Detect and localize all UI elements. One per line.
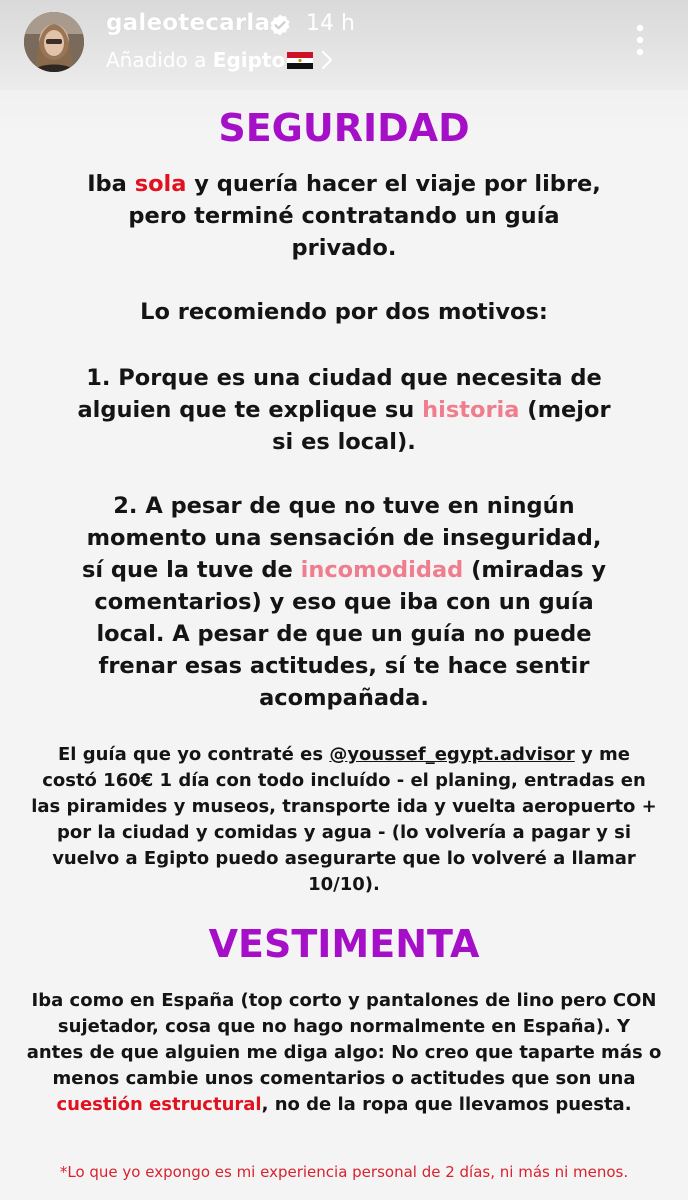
clothing-paragraph <box>20 988 668 1118</box>
guide-handle-link[interactable]: @youssef_egypt.advisor <box>329 744 575 765</box>
more-options-icon[interactable] <box>630 22 650 58</box>
reason-2-line-2: momento una sensación de inseguridad, <box>86 525 602 551</box>
clothing-line-3: antes de que alguien me diga algo: No creo que taparte más o <box>26 1042 662 1063</box>
reason-1 <box>40 362 648 458</box>
section-title-clothing: VESTIMENTA <box>208 922 480 966</box>
clothing-line-1: Iba como en España (top corto y pantalones de lino pero CON <box>31 990 657 1011</box>
recommend-heading: Lo recomiendo por dos motivos: <box>140 299 548 325</box>
reason-text: alguien que te explique su <box>77 397 423 423</box>
reason-2 <box>40 490 648 714</box>
security-intro <box>40 168 648 264</box>
reason-2-line-5: local. A pesar de que un guía no puede <box>96 621 592 647</box>
reason-1-line-2 <box>40 394 648 426</box>
reason-text: (miradas y <box>463 557 606 583</box>
avatar[interactable] <box>24 12 84 72</box>
guide-text: El guía que yo contraté es <box>58 744 330 765</box>
footnote: *Lo que yo expongo es mi experiencia personal de 2 días, ni más ni menos. <box>59 1163 629 1181</box>
reason-2-line-3 <box>40 554 648 586</box>
story-header <box>0 0 688 90</box>
location-name[interactable]: Egipto <box>212 48 286 72</box>
highlight-sola: sola <box>134 171 187 197</box>
egypt-flag-icon <box>287 52 313 69</box>
reason-text: sí que la tuve de <box>81 557 301 583</box>
intro-text: Iba <box>87 171 135 197</box>
reason-2-line-7: acompañada. <box>259 685 429 711</box>
guide-text: y me <box>574 744 630 765</box>
added-to-highlight[interactable] <box>106 48 313 72</box>
guide-line-6: 10/10). <box>308 874 380 895</box>
reason-text: (mejor <box>519 397 611 423</box>
intro-line-3: privado. <box>291 235 397 261</box>
highlight-historia: historia <box>422 397 520 423</box>
reason-2-line-6: frenar esas actitudes, sí te hace sentir <box>98 653 590 679</box>
highlight-incomodidad: incomodidad <box>300 557 464 583</box>
guide-line-3: las piramides y museos, transporte ida y vuelta aeropuerto + <box>31 796 657 817</box>
guide-paragraph <box>26 742 662 898</box>
chevron-right-icon[interactable] <box>320 49 334 71</box>
clothing-line-5 <box>20 1092 668 1118</box>
clothing-line-4: menos cambie unos comentarios o actitudes que son una <box>52 1068 636 1089</box>
intro-line-1 <box>40 168 648 200</box>
guide-line-2: costó 160€ 1 día con todo incluído - el planing, entradas en <box>42 770 646 791</box>
highlight-cuestion-estructural: cuestión estructural <box>56 1094 262 1115</box>
verified-badge-icon <box>268 13 292 37</box>
section-title-security: SEGURIDAD <box>218 106 470 150</box>
reason-1-line-3: si es local). <box>272 429 416 455</box>
reason-1-line-1: 1. Porque es una ciudad que necesita de <box>86 365 602 391</box>
added-prefix: Añadido a <box>106 48 207 72</box>
guide-line-5: vuelvo a Egipto puedo asegurarte que lo volveré a llamar <box>52 848 636 869</box>
intro-text: y quería hacer el viaje por libre, <box>186 171 601 197</box>
guide-line-4: por la ciudad y comidas y agua - (lo volvería a pagar y si <box>57 822 631 843</box>
clothing-text: , no de la ropa que llevamos puesta. <box>261 1094 632 1115</box>
clothing-line-2: sujetador, cosa que no hago normalmente en España). Y <box>57 1016 631 1037</box>
guide-line-1 <box>26 742 662 768</box>
intro-line-2: pero terminé contratando un guía <box>128 203 560 229</box>
username[interactable]: galeotecarla <box>106 10 271 36</box>
reason-2-line-1: 2. A pesar de que no tuve en ningún <box>113 493 575 519</box>
reason-2-line-4: comentarios) y eso que iba con un guía <box>94 589 594 615</box>
post-time: 14 h <box>306 11 355 36</box>
